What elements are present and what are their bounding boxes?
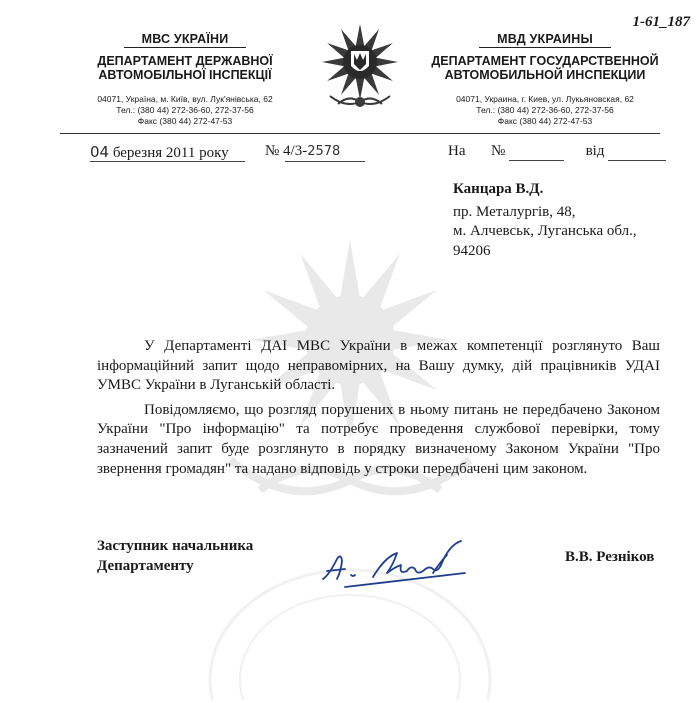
addressee-name: Канцара В.Д.: [453, 181, 544, 197]
phone: Тел.: (380 44) 272-36-60, 272-37-56: [116, 105, 254, 115]
address: 04071, Україна, м. Київ, вул. Лук'янівська, 62: [97, 94, 273, 104]
incoming-number-blank: [509, 143, 564, 161]
date-month-year: березня 2011 року: [112, 145, 229, 161]
fax: Факс (380 44) 272-47-53: [137, 116, 233, 126]
incoming-label: На: [448, 143, 466, 159]
outgoing-number-handwritten: 2578: [307, 144, 341, 159]
signer-name: В.В. Резніков: [565, 549, 655, 565]
signer-title: Заступник начальника Департаменту: [97, 538, 254, 574]
letter-date: [90, 143, 229, 162]
ministry-name: МВС УКРАЇНИ: [124, 32, 247, 48]
date-day-handwritten: 04: [90, 143, 110, 161]
ministry-name: МВД УКРАИНЫ: [479, 32, 611, 48]
outgoing-number: [265, 143, 340, 160]
addressee-city: м. Алчевськ, Луганська обл.,: [453, 223, 637, 239]
body-paragraph-1: У Департаменті ДАІ МВС України в межах компетенції розглянуто Ваш інформаційний запит щодо неправомірних, на Вашу думку, дій працівників УДАІ УМВС України в Луганській області.: [97, 338, 660, 394]
registration-line: [90, 143, 670, 167]
police-star-emblem-icon: [310, 22, 410, 114]
header-divider: [60, 133, 660, 134]
department-name: ДЕПАРТАМЕНТ ГОСУДАРСТВЕННОЙ АВТОМОБИЛЬНОЙ ИНСПЕКЦИИ: [431, 54, 659, 82]
reference-code: 1-61_187: [632, 14, 690, 30]
department-contacts: [70, 94, 300, 127]
date-underline: [90, 161, 245, 162]
incoming-number-label: №: [491, 143, 506, 159]
handwritten-signature-icon: [315, 535, 475, 595]
body-paragraph-2: Повідомляємо, що розгляд порушених в ньому питань не передбачено Законом України "Про інформацію" та потребує проведення службової перевірки, тому зазначений запит буде розглянуто в порядку визначеному Законом України "Про звернення громадян" та надано відповідь у строки передбачені цим законом.: [97, 401, 660, 477]
incoming-date-label: від: [585, 143, 605, 159]
address: 04071, Украина, г. Киев, ул. Лукьяновская, 62: [456, 94, 634, 104]
phone: Тел.: (380 44) 272-36-60, 272-37-56: [476, 105, 614, 115]
incoming-date-blank: [608, 143, 666, 161]
number-underline: [285, 161, 365, 162]
outgoing-prefix: № 4/3-: [265, 143, 308, 159]
department-name: ДЕПАРТАМЕНТ ДЕРЖАВНОЇ АВТОМОБІЛЬНОЇ ІНСПЕКЦІЇ: [97, 54, 273, 82]
addressee-postcode: 94206: [453, 242, 491, 259]
incoming-reference: [448, 143, 666, 161]
header-left-ukrainian: [70, 30, 300, 127]
fax: Факс (380 44) 272-47-53: [497, 116, 593, 126]
addressee-street: пр. Металургів, 48,: [453, 203, 576, 220]
department-contacts: [420, 94, 670, 127]
header-right-russian: [420, 30, 670, 127]
letter-body: [97, 337, 660, 484]
